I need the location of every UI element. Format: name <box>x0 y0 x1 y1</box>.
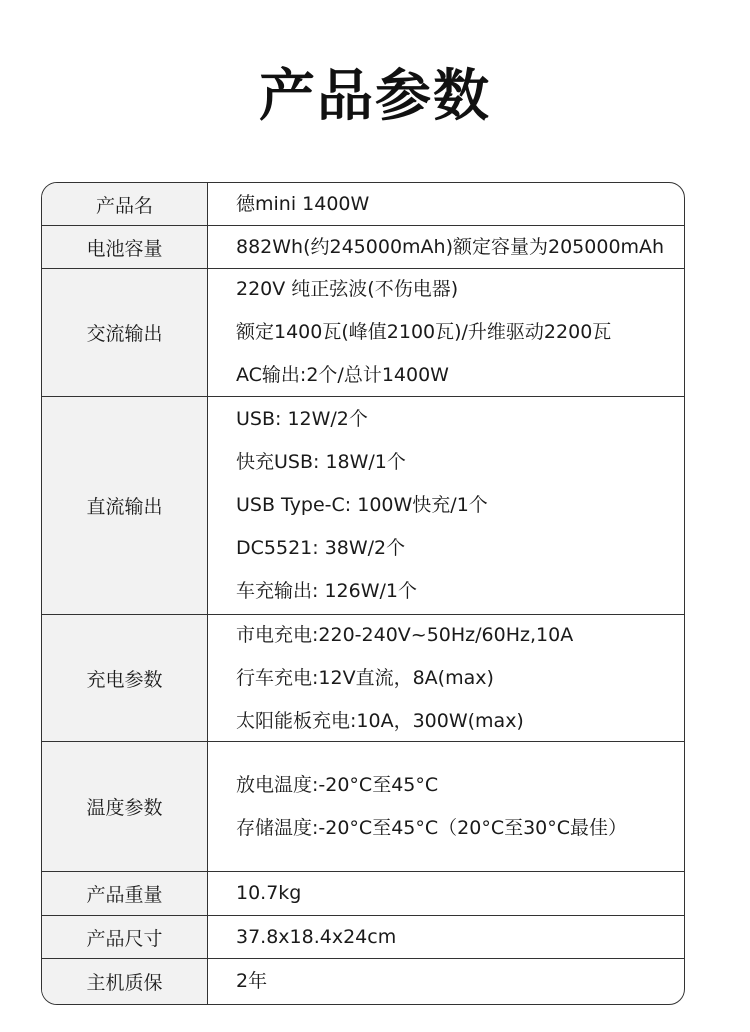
spec-value <box>208 959 684 1004</box>
spec-value-line: 37.8x18.4x24cm <box>236 925 397 948</box>
spec-value-line: 额定1400瓦(峰值2100瓦)/升维驱动2200瓦 <box>236 321 612 343</box>
spec-value-line: AC输出:2个/总计1400W <box>236 364 449 386</box>
spec-label: 电池容量 <box>42 226 208 268</box>
spec-row-charging <box>42 615 684 742</box>
spec-value-line: 220V 纯正弦波(不伤电器) <box>236 278 459 300</box>
spec-value-line: 存储温度:-20°C至45°C（20°C至30°C最佳） <box>236 816 628 839</box>
spec-value-line: 882Wh(约245000mAh)额定容量为205000mAh <box>236 235 665 258</box>
spec-label: 交流输出 <box>42 269 208 396</box>
spec-value <box>208 615 684 741</box>
spec-value-line: 太阳能板充电:10A，300W(max) <box>236 709 524 732</box>
spec-value-line: 放电温度:-20°C至45°C <box>236 773 439 796</box>
spec-value-line: 行车充电:12V直流，8A(max) <box>236 666 494 689</box>
spec-row-battery-capacity <box>42 226 684 269</box>
spec-value-line: 2年 <box>236 970 268 992</box>
spec-value <box>208 269 684 396</box>
spec-value-line: 快充USB: 18W/1个 <box>236 451 406 473</box>
spec-value-line: 10.7kg <box>236 882 302 904</box>
spec-value-line: USB: 12W/2个 <box>236 408 368 430</box>
spec-value-line: 车充输出: 126W/1个 <box>236 580 417 602</box>
spec-value-line: USB Type-C: 100W快充/1个 <box>236 494 488 516</box>
spec-value <box>208 183 684 225</box>
spec-row-weight <box>42 872 684 916</box>
spec-row-ac-output <box>42 269 684 397</box>
spec-value-line: DC5521: 38W/2个 <box>236 537 406 559</box>
spec-label: 产品尺寸 <box>42 916 208 958</box>
spec-label: 温度参数 <box>42 742 208 871</box>
spec-row-warranty <box>42 959 684 1004</box>
spec-label: 充电参数 <box>42 615 208 741</box>
spec-value <box>208 226 684 268</box>
spec-value <box>208 397 684 614</box>
spec-row-product-name <box>42 183 684 226</box>
spec-value-line: 德mini 1400W <box>236 192 370 215</box>
spec-value <box>208 916 684 958</box>
spec-row-temperature <box>42 742 684 872</box>
spec-label: 产品名 <box>42 183 208 225</box>
page-title: 产品参数 <box>259 64 491 129</box>
spec-row-dc-output <box>42 397 684 615</box>
spec-value-line: 市电充电:220-240V~50Hz/60Hz,10A <box>236 623 574 646</box>
spec-value <box>208 872 684 915</box>
spec-row-dimensions <box>42 916 684 959</box>
spec-label: 主机质保 <box>42 959 208 1004</box>
spec-label: 直流输出 <box>42 397 208 614</box>
spec-table <box>41 182 685 1005</box>
spec-label: 产品重量 <box>42 872 208 915</box>
spec-value <box>208 742 684 871</box>
